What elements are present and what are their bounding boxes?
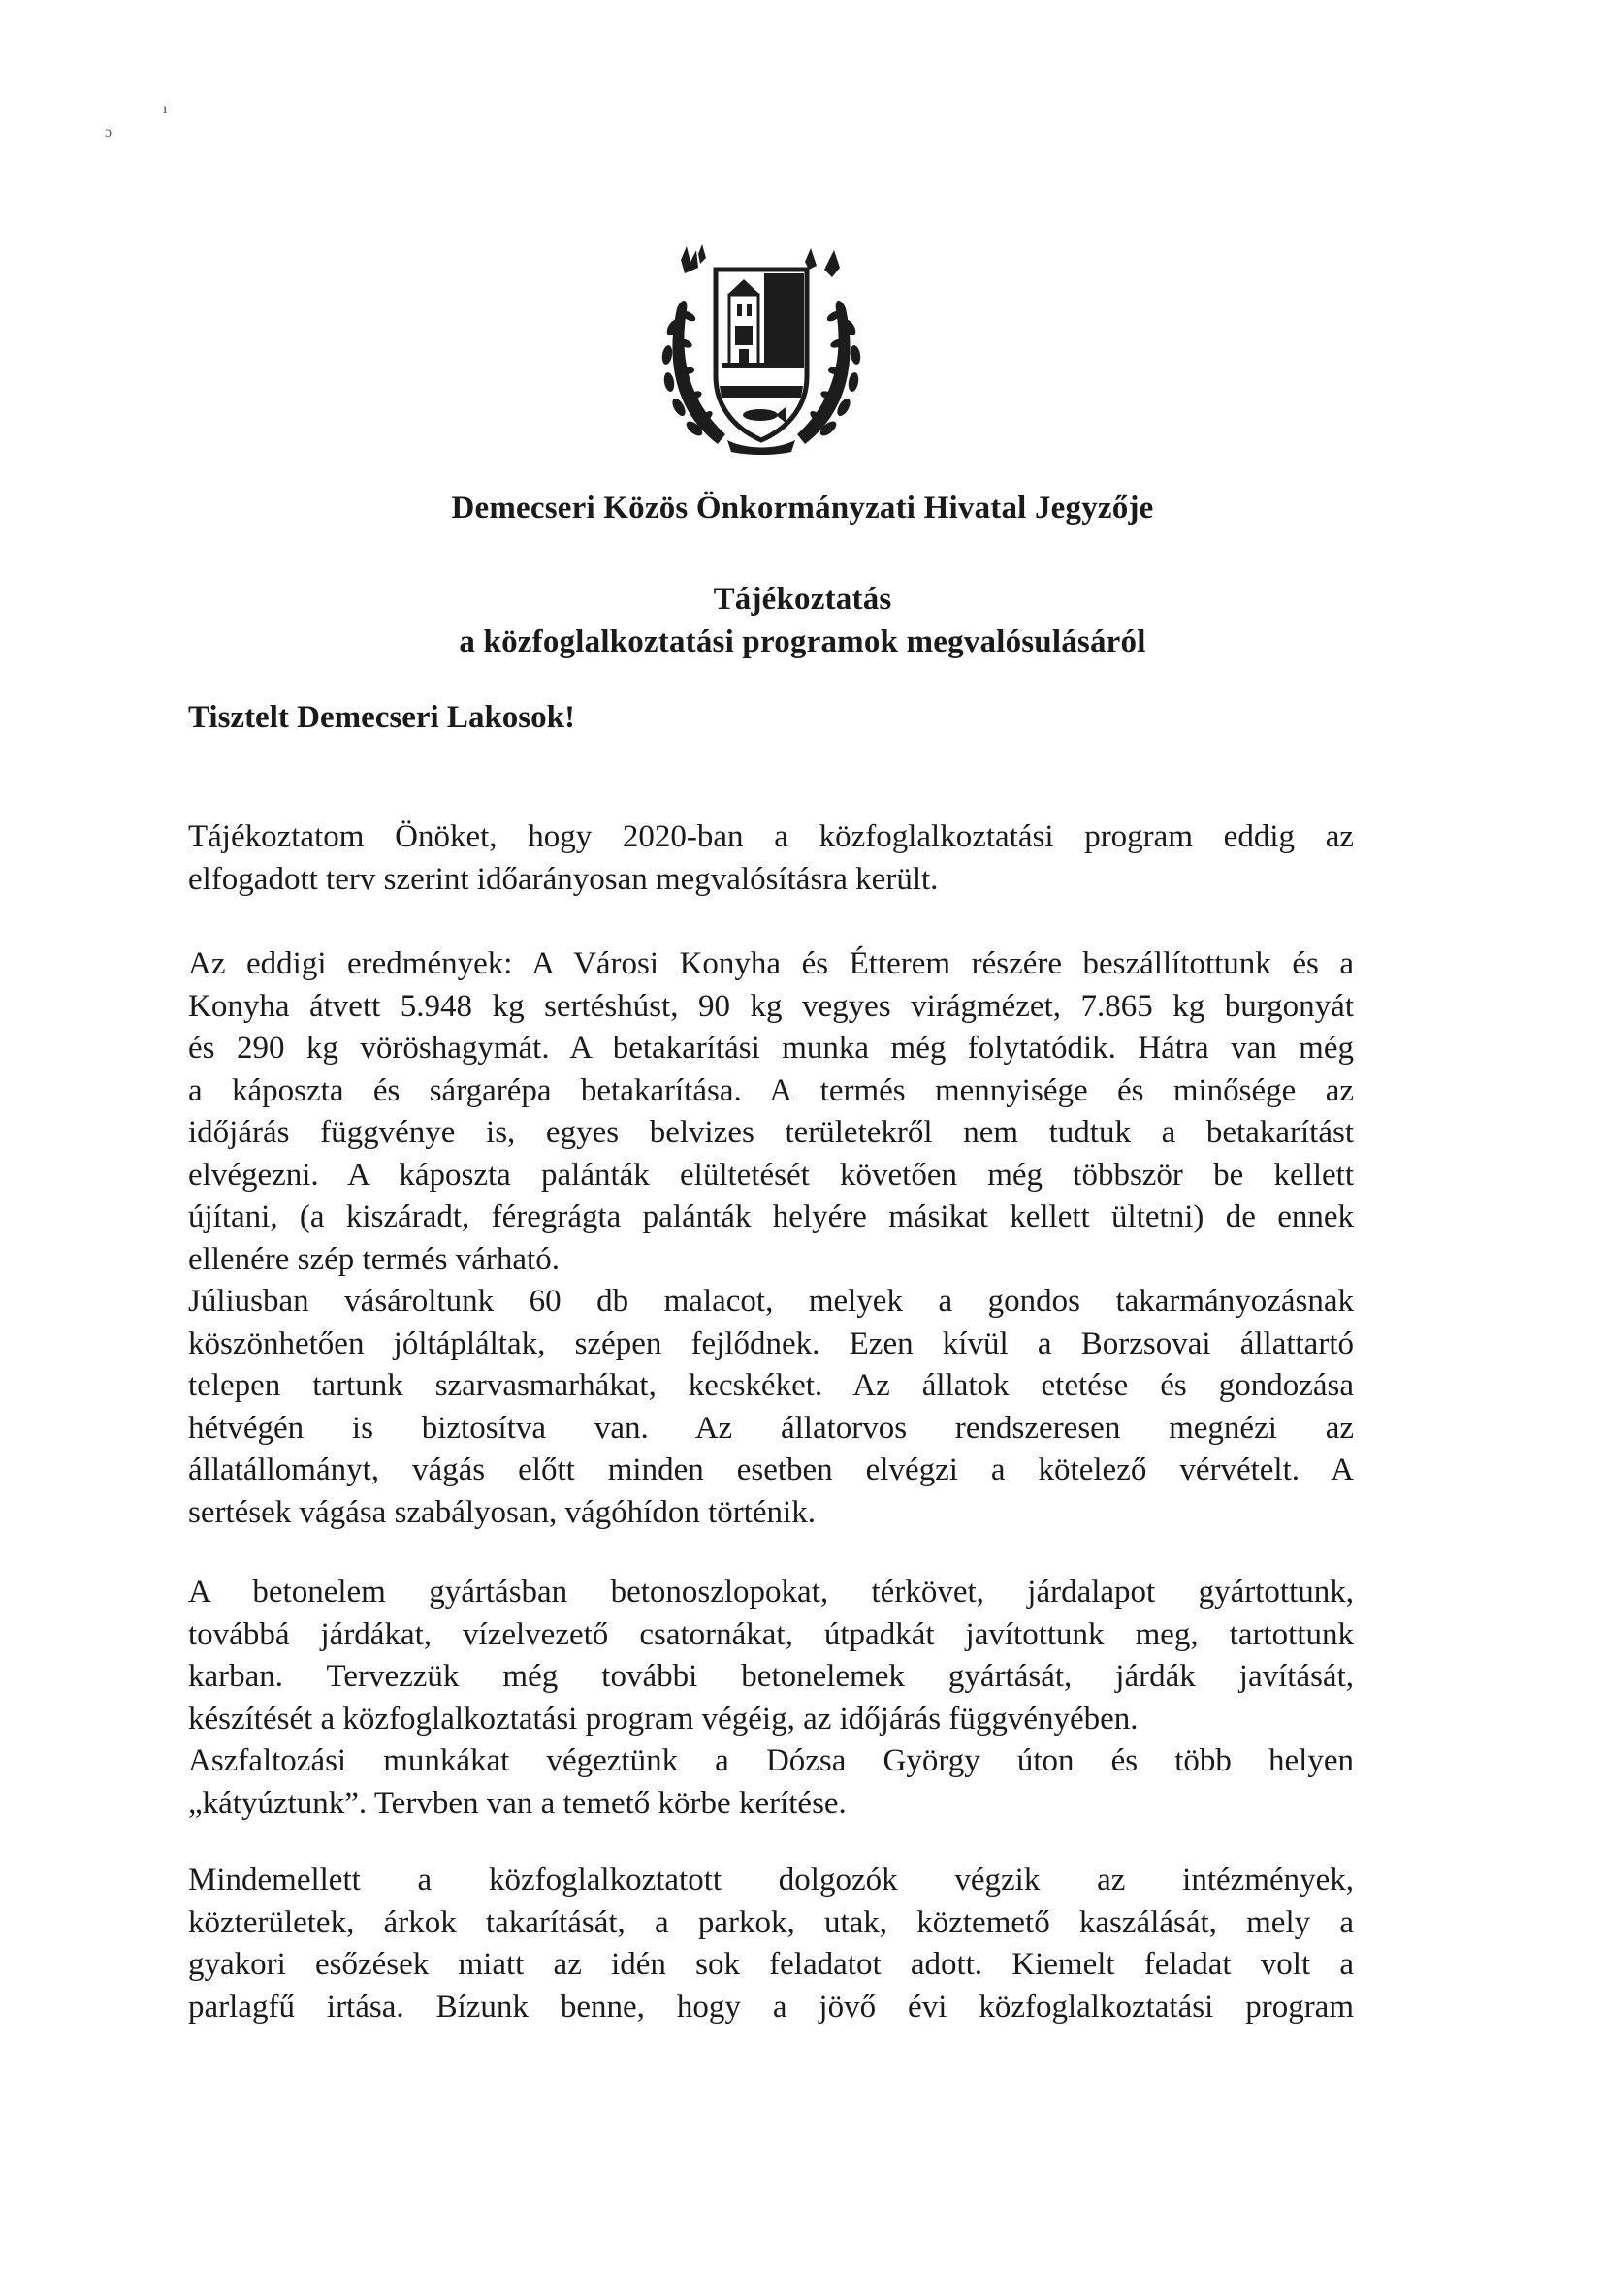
text-line: időjárás függvénye is, egyes belvizes területekről nem tudtuk a betakarítást [188, 1115, 1354, 1150]
text-line: ellenére szép termés várható. [188, 1241, 560, 1277]
text-line: közterületek, árkok takarítását, a parkok, utak, köztemető kaszálását, mely a [188, 1904, 1354, 1940]
text-line: Tájékoztatom Önöket, hogy 2020-ban a közfoglalkoztatási program eddig az [188, 819, 1354, 854]
text-line: állatállományt, vágás előtt minden esetben elvégzi a kötelező vérvételt. A [188, 1452, 1354, 1487]
text-line: Konyha átvett 5.948 kg sertéshúst, 90 kg vegyes virágmézet, 7.865 kg burgonyát [188, 988, 1354, 1024]
salutation: Tisztelt Demecseri Lakosok! [188, 700, 575, 735]
text-line: és 290 kg vöröshagymát. A betakarítási munka még folytatódik. Hátra van még [188, 1031, 1354, 1066]
text-line: hétvégén is biztosítva van. Az állatorvos rendszeresen megnézi az [188, 1410, 1354, 1446]
paragraph-intro [188, 816, 1354, 901]
text-line: gyakori esőzések miatt az idén sok feladatot adott. Kiemelt feladat volt a [188, 1947, 1354, 1982]
text-line: elfogadott terv szerint időarányosan megvalósításra került. [188, 861, 939, 897]
text-line: Aszfaltozási munkákat végeztünk a Dózsa György úton és több helyen [188, 1743, 1354, 1778]
text-line: karban. Tervezzük még további betonelemek gyártását, járdák javítását, [188, 1659, 1354, 1694]
text-line: továbbá járdákat, vízelvezető csatornákat, útpadkát javítottunk meg, tartottunk [188, 1616, 1354, 1652]
text-line: elvégezni. A káposzta palánták elültetését követően még többször be kellett [188, 1157, 1354, 1193]
text-line: „kátyúztunk”. Tervben van a temető körbe kerítése. [188, 1785, 847, 1821]
text-line: újítani, (a kiszáradt, féregrágta palánták helyére másikat kellett ültetni) de ennek [188, 1199, 1354, 1234]
paragraph-results [188, 943, 1354, 1534]
text-line: sertések vágása szabályosan, vágóhídon történik. [188, 1494, 816, 1530]
text-line: a káposzta és sárgarépa betakarítása. A termés mennyisége és minősége az [188, 1072, 1354, 1108]
text-line: telepen tartunk szarvasmarhákat, kecskéket. Az állatok etetése és gondozása [188, 1368, 1354, 1403]
document-title: Tájékoztatás [713, 582, 892, 617]
paragraph-maintenance [188, 1860, 1354, 2028]
text-line: köszönhetően jóltápláltak, szépen fejlődnek. Ezen kívül a Borzsovai állattartó [188, 1325, 1354, 1361]
text-line: Az eddigi eredmények: A Városi Konyha és Étterem részére beszállítottunk és a [188, 946, 1354, 981]
scan-artifact-mark: ı [163, 101, 168, 117]
scan-artifact-mark: ɔ [105, 124, 112, 141]
text-line: Mindemellett a közfoglalkoztatott dolgozók végzik az intézmények, [188, 1863, 1354, 1897]
document-subtitle: a közfoglalkoztatási programok megvalósulásáról [459, 624, 1146, 659]
paragraph-concrete-works [188, 1572, 1354, 1825]
municipal-coat-of-arms-icon [659, 240, 863, 456]
office-heading: Demecseri Közös Önkormányzati Hivatal Jegyzője [451, 491, 1154, 526]
text-line: Júliusban vásároltunk 60 db malacot, melyek a gondos takarmányozásnak [188, 1284, 1354, 1319]
text-line: parlagfű irtása. Bízunk benne, hogy a jövő évi közfoglalkoztatási program [188, 1989, 1354, 2025]
text-line: A betonelem gyártásban betonoszlopokat, térkövet, járdalapot gyártottunk, [188, 1575, 1354, 1610]
text-line: készítését a közfoglalkoztatási program végéig, az időjárás függvényében. [188, 1701, 1139, 1737]
